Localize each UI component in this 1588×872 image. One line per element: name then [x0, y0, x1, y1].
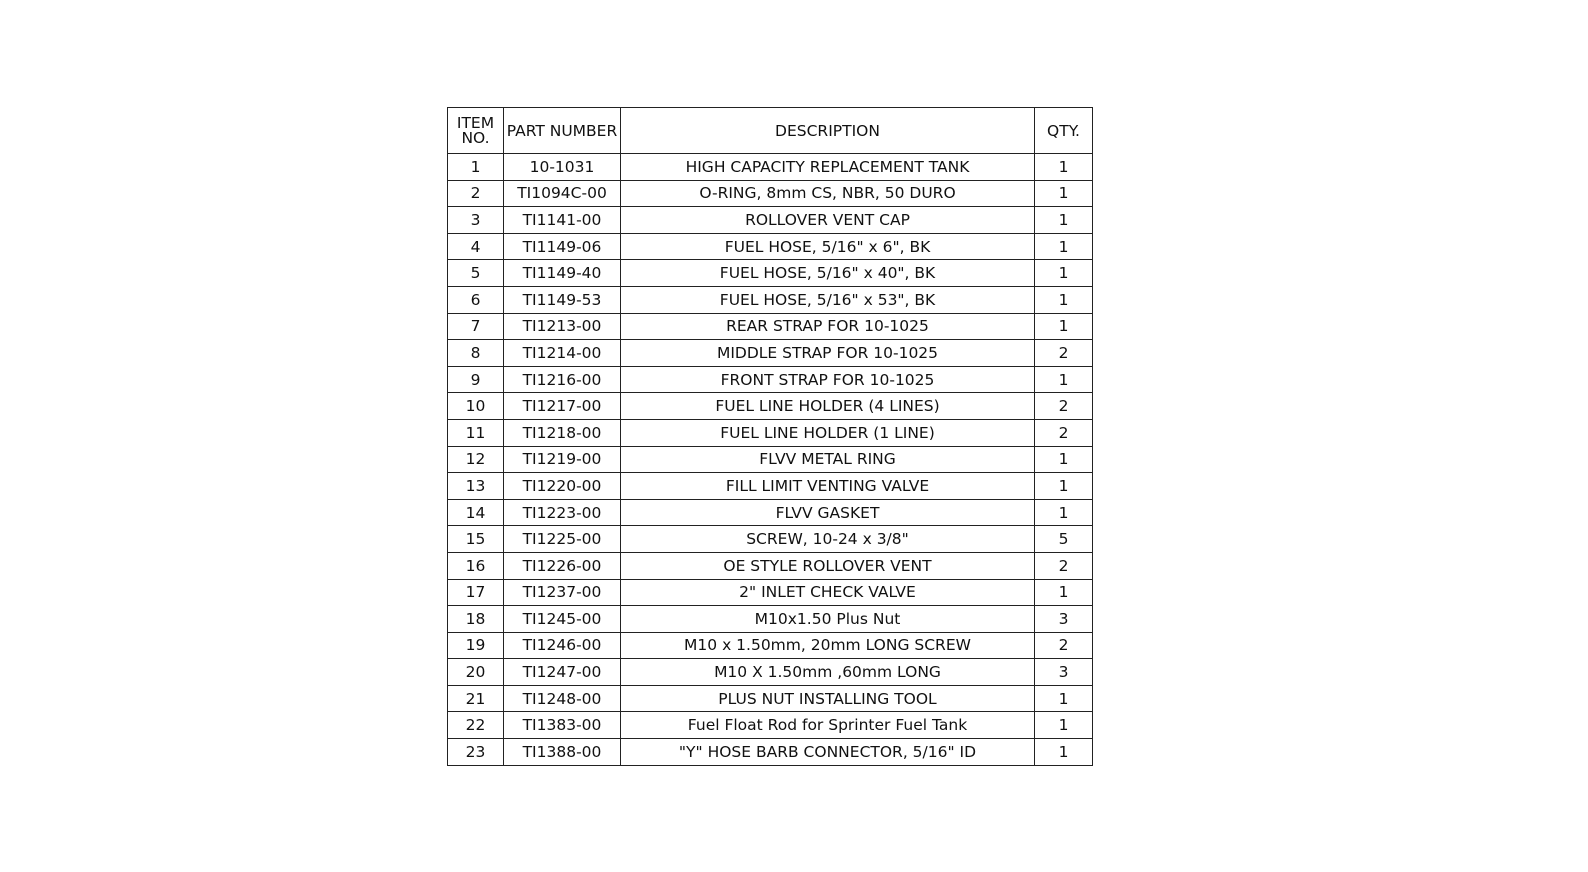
description-cell: FILL LIMIT VENTING VALVE	[621, 473, 1035, 500]
table-header	[448, 108, 1093, 154]
item-no-cell: 19	[448, 632, 504, 659]
description-cell: O-RING, 8mm CS, NBR, 50 DURO	[621, 180, 1035, 207]
table-row	[448, 606, 1093, 633]
description-cell: 2" INLET CHECK VALVE	[621, 579, 1035, 606]
table-row	[448, 366, 1093, 393]
item-no-cell: 17	[448, 579, 504, 606]
qty-cell: 1	[1035, 260, 1093, 287]
table-row	[448, 712, 1093, 739]
item-no-cell: 16	[448, 552, 504, 579]
table-row	[448, 526, 1093, 553]
part-number-cell: TI1237-00	[504, 579, 621, 606]
part-number-cell: TI1388-00	[504, 739, 621, 766]
part-number-cell: 10-1031	[504, 154, 621, 181]
part-number-cell: TI1149-53	[504, 286, 621, 313]
qty-cell: 1	[1035, 366, 1093, 393]
item-no-cell: 8	[448, 340, 504, 367]
item-no-header-line1: ITEM	[456, 113, 495, 132]
qty-cell: 1	[1035, 446, 1093, 473]
description-cell: FUEL HOSE, 5/16" x 40", BK	[621, 260, 1035, 287]
item-no-cell: 6	[448, 286, 504, 313]
qty-cell: 1	[1035, 685, 1093, 712]
qty-cell: 2	[1035, 340, 1093, 367]
qty-cell: 1	[1035, 499, 1093, 526]
description-cell: PLUS NUT INSTALLING TOOL	[621, 685, 1035, 712]
table-row	[448, 632, 1093, 659]
table-row	[448, 499, 1093, 526]
qty-cell: 1	[1035, 473, 1093, 500]
item-no-cell: 18	[448, 606, 504, 633]
qty-cell: 2	[1035, 393, 1093, 420]
item-no-cell: 15	[448, 526, 504, 553]
description-cell: MIDDLE STRAP FOR 10-1025	[621, 340, 1035, 367]
qty-column-header: QTY.	[1035, 108, 1093, 154]
table-row	[448, 180, 1093, 207]
qty-cell: 2	[1035, 419, 1093, 446]
description-cell: Fuel Float Rod for Sprinter Fuel Tank	[621, 712, 1035, 739]
qty-cell: 1	[1035, 154, 1093, 181]
item-no-cell: 9	[448, 366, 504, 393]
part-number-cell: TI1246-00	[504, 632, 621, 659]
table-row	[448, 393, 1093, 420]
table-row	[448, 286, 1093, 313]
table-body	[448, 154, 1093, 766]
table-row	[448, 685, 1093, 712]
table-row	[448, 260, 1093, 287]
qty-cell: 1	[1035, 712, 1093, 739]
table-row	[448, 340, 1093, 367]
item-no-cell: 2	[448, 180, 504, 207]
qty-cell: 1	[1035, 579, 1093, 606]
table-row	[448, 446, 1093, 473]
table-row	[448, 233, 1093, 260]
description-cell: ROLLOVER VENT CAP	[621, 207, 1035, 234]
item-no-cell: 11	[448, 419, 504, 446]
table-row	[448, 154, 1093, 181]
item-no-cell: 14	[448, 499, 504, 526]
qty-cell: 1	[1035, 739, 1093, 766]
table-row	[448, 207, 1093, 234]
item-no-column-header	[448, 108, 504, 154]
part-number-cell: TI1141-00	[504, 207, 621, 234]
part-number-cell: TI1218-00	[504, 419, 621, 446]
description-cell: M10 x 1.50mm, 20mm LONG SCREW	[621, 632, 1035, 659]
description-cell: FLVV METAL RING	[621, 446, 1035, 473]
part-number-cell: TI1220-00	[504, 473, 621, 500]
table-row	[448, 473, 1093, 500]
qty-cell: 3	[1035, 659, 1093, 686]
table-row	[448, 659, 1093, 686]
part-number-cell: TI1094C-00	[504, 180, 621, 207]
description-cell: FUEL HOSE, 5/16" x 53", BK	[621, 286, 1035, 313]
description-column-header: DESCRIPTION	[621, 108, 1035, 154]
item-no-cell: 23	[448, 739, 504, 766]
qty-cell: 1	[1035, 180, 1093, 207]
description-cell: "Y" HOSE BARB CONNECTOR, 5/16" ID	[621, 739, 1035, 766]
table-row	[448, 739, 1093, 766]
description-cell: M10 X 1.50mm ,60mm LONG	[621, 659, 1035, 686]
item-no-cell: 21	[448, 685, 504, 712]
bill-of-materials-table	[447, 107, 1093, 766]
item-no-header-line2: NO.	[461, 128, 490, 147]
description-cell: REAR STRAP FOR 10-1025	[621, 313, 1035, 340]
item-no-cell: 7	[448, 313, 504, 340]
part-number-cell: TI1149-06	[504, 233, 621, 260]
item-no-cell: 22	[448, 712, 504, 739]
table-row	[448, 313, 1093, 340]
description-cell: FUEL LINE HOLDER (1 LINE)	[621, 419, 1035, 446]
part-number-cell: TI1248-00	[504, 685, 621, 712]
item-no-cell: 12	[448, 446, 504, 473]
part-number-cell: TI1217-00	[504, 393, 621, 420]
part-number-cell: TI1216-00	[504, 366, 621, 393]
qty-cell: 3	[1035, 606, 1093, 633]
item-no-cell: 4	[448, 233, 504, 260]
item-no-cell: 5	[448, 260, 504, 287]
part-number-cell: TI1223-00	[504, 499, 621, 526]
description-cell: M10x1.50 Plus Nut	[621, 606, 1035, 633]
qty-cell: 5	[1035, 526, 1093, 553]
part-number-cell: TI1247-00	[504, 659, 621, 686]
part-number-cell: TI1149-40	[504, 260, 621, 287]
qty-cell: 1	[1035, 286, 1093, 313]
description-cell: SCREW, 10-24 x 3/8"	[621, 526, 1035, 553]
description-cell: OE STYLE ROLLOVER VENT	[621, 552, 1035, 579]
item-no-cell: 3	[448, 207, 504, 234]
description-cell: FLVV GASKET	[621, 499, 1035, 526]
item-no-cell: 1	[448, 154, 504, 181]
item-no-cell: 20	[448, 659, 504, 686]
qty-cell: 1	[1035, 207, 1093, 234]
part-number-cell: TI1226-00	[504, 552, 621, 579]
part-number-cell: TI1245-00	[504, 606, 621, 633]
table-row	[448, 579, 1093, 606]
item-no-cell: 10	[448, 393, 504, 420]
description-cell: FRONT STRAP FOR 10-1025	[621, 366, 1035, 393]
qty-cell: 1	[1035, 313, 1093, 340]
part-number-cell: TI1219-00	[504, 446, 621, 473]
part-number-cell: TI1225-00	[504, 526, 621, 553]
description-cell: HIGH CAPACITY REPLACEMENT TANK	[621, 154, 1035, 181]
part-number-cell: TI1383-00	[504, 712, 621, 739]
part-number-cell: TI1213-00	[504, 313, 621, 340]
header-row	[448, 108, 1093, 154]
part-number-column-header: PART NUMBER	[504, 108, 621, 154]
qty-cell: 2	[1035, 552, 1093, 579]
description-cell: FUEL LINE HOLDER (4 LINES)	[621, 393, 1035, 420]
qty-cell: 1	[1035, 233, 1093, 260]
part-number-cell: TI1214-00	[504, 340, 621, 367]
item-no-cell: 13	[448, 473, 504, 500]
table-row	[448, 552, 1093, 579]
table-row	[448, 419, 1093, 446]
description-cell: FUEL HOSE, 5/16" x 6", BK	[621, 233, 1035, 260]
qty-cell: 2	[1035, 632, 1093, 659]
